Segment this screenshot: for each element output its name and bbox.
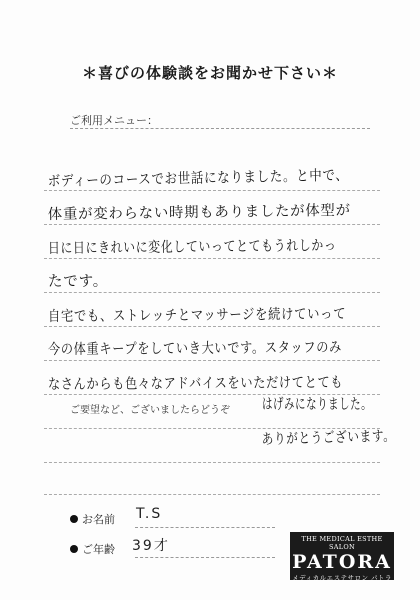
logo-wordmark: PATORA <box>292 551 392 573</box>
request-prompt: ご要望など、ございましたらどうぞ <box>70 401 234 416</box>
writing-rule <box>44 360 380 361</box>
writing-rule <box>44 292 380 293</box>
logo-subtitle: メディカルエステサロン パトラ <box>292 574 392 582</box>
name-label <box>70 511 115 527</box>
handwritten-line: ありがとうございます。 <box>261 428 396 449</box>
menu-label: ご利用メニュー： <box>70 114 158 127</box>
writing-rule <box>44 190 380 191</box>
writing-rule <box>44 326 380 327</box>
age-value: 39才 <box>132 538 170 554</box>
bullet-icon <box>70 515 78 523</box>
name-label-text: お名前 <box>82 513 115 526</box>
handwritten-line: 自宅でも、ストレッチとマッサージを続けていって <box>47 306 347 326</box>
age-line <box>135 557 275 558</box>
handwritten-line: なさんからも色々なアドバイスをいただけてとても <box>47 374 344 394</box>
handwritten-line: 体重が変わらない時期もありましたが体型が <box>47 202 351 224</box>
writing-rule <box>44 462 380 463</box>
menu-line <box>70 128 370 129</box>
writing-rule <box>44 494 380 495</box>
writing-rule <box>44 258 380 259</box>
form-title: ＊喜びの体験談をお聞かせ下さい＊ <box>81 64 338 82</box>
handwritten-line: たです。 <box>48 274 109 290</box>
name-line <box>135 527 275 528</box>
writing-rule <box>44 224 380 225</box>
handwritten-line: はげみになりました。 <box>262 397 373 413</box>
handwritten-line: 日に日にきれいに変化していってとてもうれしかっ <box>47 237 337 258</box>
name-value: T.S <box>136 506 163 522</box>
bullet-icon <box>70 545 78 553</box>
handwritten-line: ボディーのコースでお世話になりました。と中で、 <box>47 167 349 191</box>
logo-tagline: THE MEDICAL ESTHE SALON <box>301 535 383 551</box>
patora-logo <box>290 532 394 580</box>
handwritten-line: 今の体重キープをしていき大いです。スタッフのみ <box>47 339 342 359</box>
age-label <box>70 541 115 557</box>
age-label-text: ご年齢 <box>82 543 115 556</box>
